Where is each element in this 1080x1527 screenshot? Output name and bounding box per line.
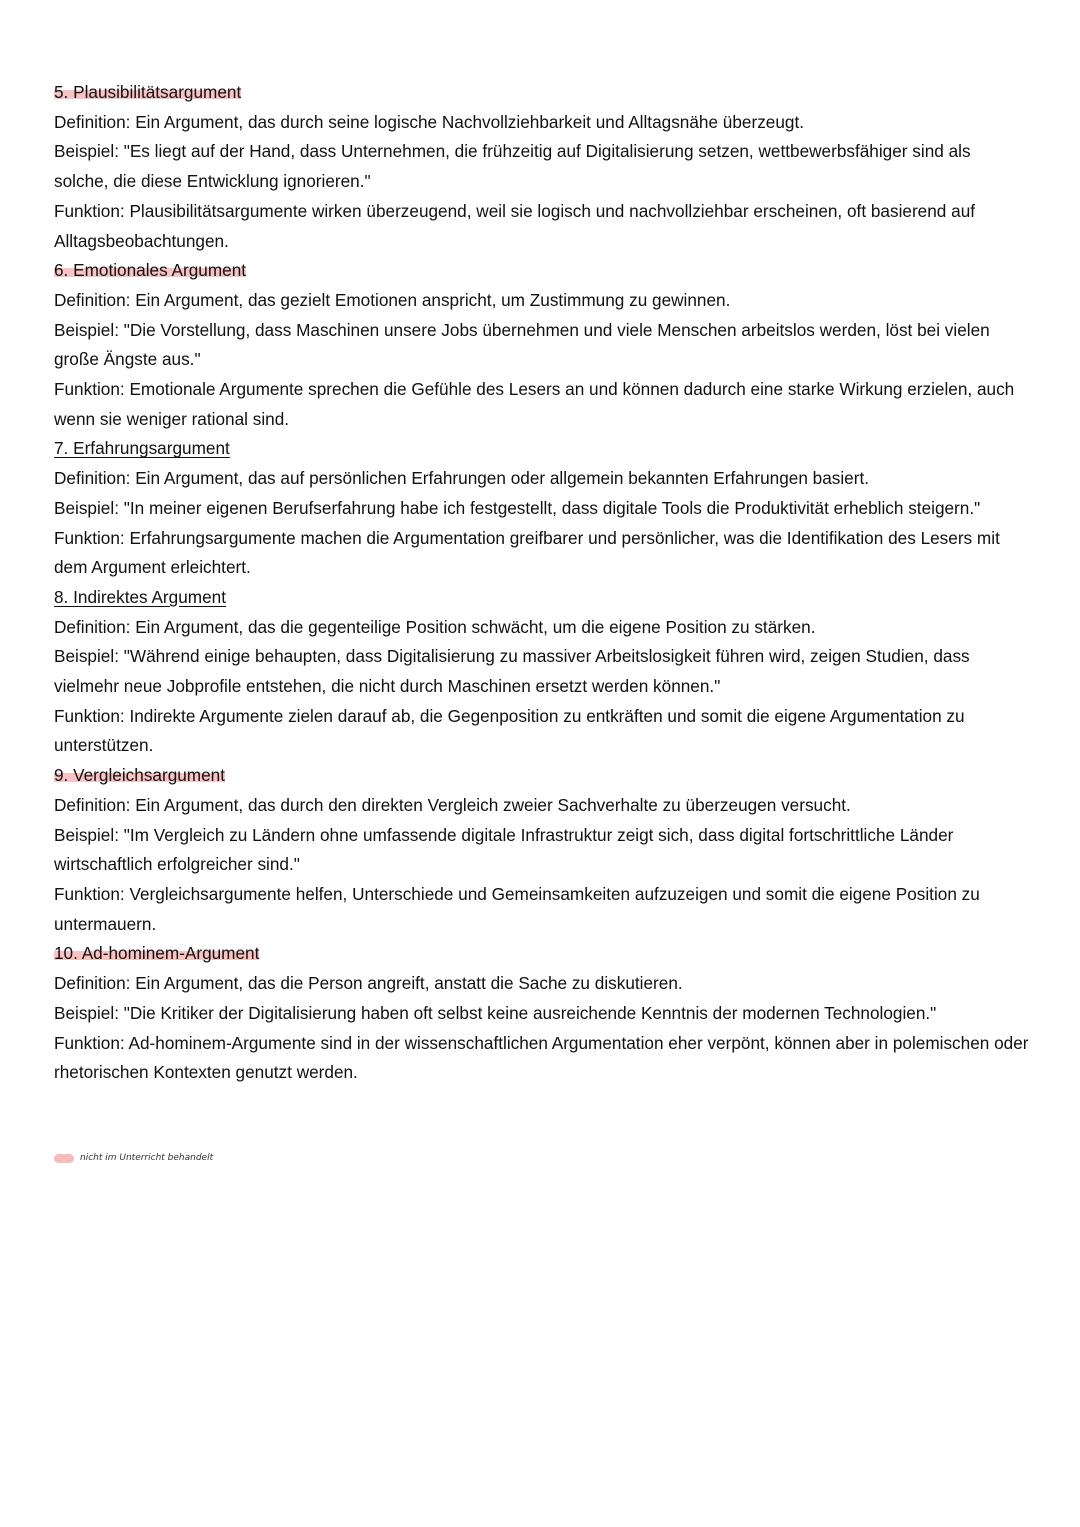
section-definition: Definition: Ein Argument, das auf persönlichen Erfahrungen oder allgemein bekannten Erfahrungen basiert. — [54, 468, 870, 489]
argument-section — [54, 78, 1029, 256]
section-heading: 5. Plausibilitätsargument — [54, 82, 242, 102]
legend-text: nicht im Unterricht behandelt — [80, 1153, 214, 1163]
argument-section — [54, 939, 1029, 1088]
section-definition: Definition: Ein Argument, das die Person angreift, anstatt die Sache zu diskutieren. — [54, 973, 683, 994]
argument-section — [54, 761, 1029, 939]
argument-section — [54, 583, 1029, 761]
section-definition: Definition: Ein Argument, das gezielt Emotionen anspricht, um Zustimmung zu gewinnen. — [54, 289, 731, 310]
section-example: Beispiel: "Die Kritiker der Digitalisierung haben oft selbst keine ausreichende Kenntnis der modernen Technologien." — [54, 1002, 937, 1023]
section-heading: 8. Indirektes Argument — [54, 586, 226, 607]
section-function: Funktion: Vergleichsargumente helfen, Unterschiede und Gemeinsamkeiten aufzuzeigen und somit die eigene Position zu untermauern. — [54, 883, 980, 934]
section-example: Beispiel: "Die Vorstellung, dass Maschinen unsere Jobs übernehmen und viele Menschen arbeitslos werden, löst bei vielen große Ängste aus." — [54, 319, 990, 370]
section-heading: 9. Vergleichsargument — [54, 765, 226, 786]
section-definition: Definition: Ein Argument, das die gegenteilige Position schwächt, um die eigene Position zu stärken. — [54, 616, 816, 637]
argument-section — [54, 256, 1029, 434]
section-example: Beispiel: "Während einige behaupten, dass Digitalisierung zu massiver Arbeitslosigkeit führen wird, zeigen Studien, dass vielmehr neue Jobprofile entstehen, die nicht durch Maschinen ersetzt werden können." — [54, 646, 970, 697]
section-example: Beispiel: "Es liegt auf der Hand, dass Unternehmen, die frühzeitig auf Digitalisierung setzen, wettbewerbsfähiger sind als solche, die diese Entwicklung ignorieren." — [54, 141, 971, 192]
section-heading: 10. Ad-hominem-Argument — [54, 943, 260, 964]
section-heading: 6. Emotionales Argument — [54, 260, 247, 281]
section-definition: Definition: Ein Argument, das durch seine logische Nachvollziehbarkeit und Alltagsnähe überzeugt. — [54, 111, 805, 132]
section-function: Funktion: Ad-hominem-Argumente sind in der wissenschaftlichen Argumentation eher verpönt, können aber in polemischen oder rhetorischen Kontexten genutzt werden. — [54, 1032, 1029, 1083]
legend — [54, 1153, 213, 1163]
section-function: Funktion: Indirekte Argumente zielen darauf ab, die Gegenposition zu entkräften und somit die eigene Argumentation zu unterstützen. — [54, 705, 965, 756]
section-function: Funktion: Erfahrungsargumente machen die Argumentation greifbarer und persönlicher, was die Identifikation des Lesers mit dem Argument erleichtert. — [54, 527, 1000, 578]
section-example: Beispiel: "Im Vergleich zu Ländern ohne umfassende digitale Infrastruktur zeigt sich, dass digital fortschrittliche Länder wirtschaftlich erfolgreicher sind." — [54, 824, 954, 875]
section-example: Beispiel: "In meiner eigenen Berufserfahrung habe ich festgestellt, dass digitale Tools die Produktivität erheblich steigern." — [54, 497, 981, 518]
section-heading: 7. Erfahrungsargument — [54, 438, 230, 459]
argument-types-list — [54, 78, 1029, 1088]
section-function: Funktion: Plausibilitätsargumente wirken überzeugend, weil sie logisch und nachvollziehbar erscheinen, oft basierend auf Alltagsbeobachtungen. — [54, 200, 976, 251]
highlight-swatch — [54, 1154, 74, 1163]
section-function: Funktion: Emotionale Argumente sprechen die Gefühle des Lesers an und können dadurch eine starke Wirkung erzielen, auch wenn sie weniger rational sind. — [54, 379, 1015, 429]
section-definition: Definition: Ein Argument, das durch den direkten Vergleich zweier Sachverhalte zu überzeugen versucht. — [54, 794, 851, 815]
argument-section — [54, 434, 1029, 583]
